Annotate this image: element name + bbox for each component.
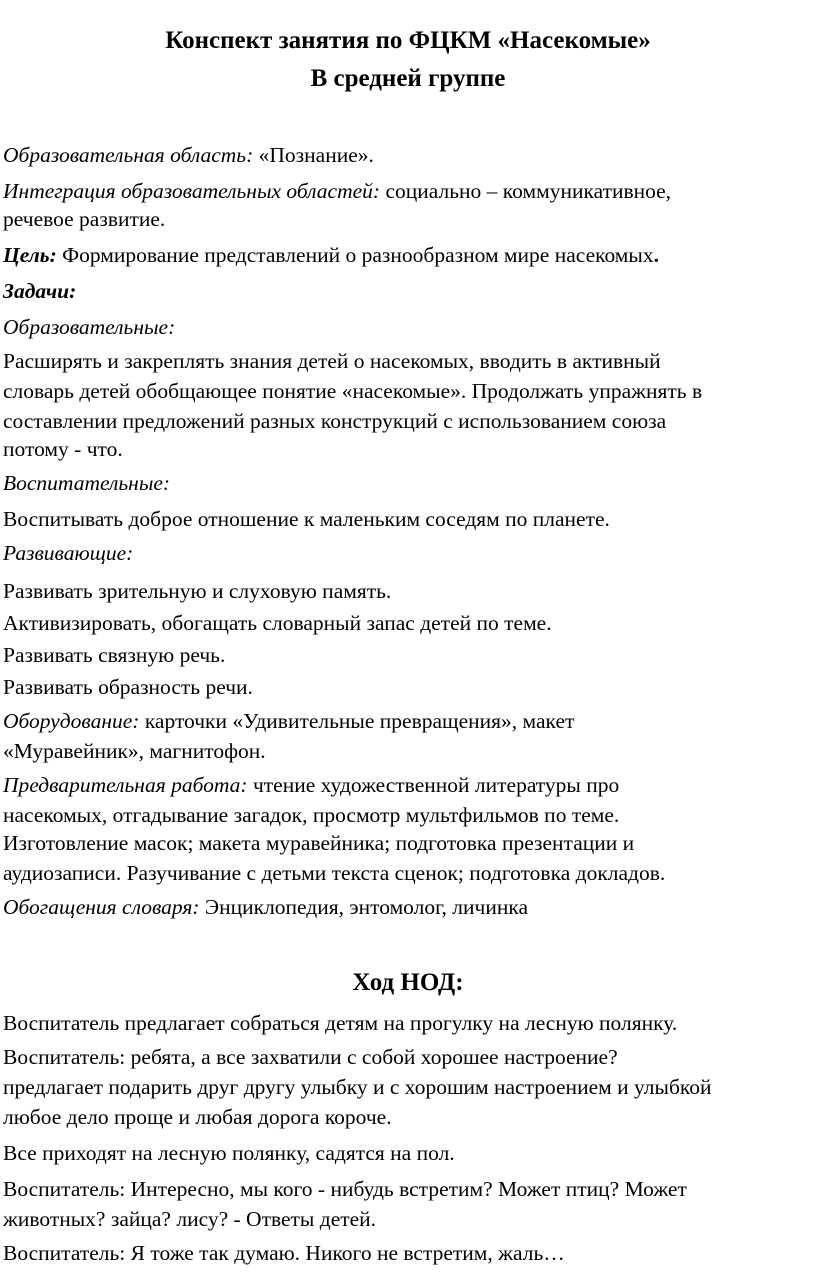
integration-label: Интеграция образовательных областей: xyxy=(3,179,381,203)
goal-period: . xyxy=(653,243,659,267)
vocab-value: Энциклопедия, энтомолог, личинка xyxy=(199,895,528,919)
developing-item: Развивать образность речи. xyxy=(3,675,253,699)
procedure-line: любое дело проще и любая дорога короче. xyxy=(3,1105,392,1129)
equipment-value: карточки «Удивительные превращения», макет xyxy=(139,709,575,733)
educational-text-line: составлении предложений разных конструкций с использованием союза xyxy=(3,409,667,433)
educational-text-line: Расширять и закреплять знания детей о насекомых, вводить в активный xyxy=(3,349,661,373)
upbringing-label: Воспитательные: xyxy=(3,471,171,495)
equipment-label: Оборудование: xyxy=(3,709,140,733)
procedure-line: Воспитатель: Я тоже так думаю. Никого не встретим, жаль… xyxy=(3,1241,565,1265)
prework-text-line: насекомых, отгадывание загадок, просмотр мультфильмов по теме. xyxy=(3,803,620,827)
procedure-line: Все приходят на лесную полянку, садятся на пол. xyxy=(3,1141,455,1165)
upbringing-text: Воспитывать доброе отношение к маленьким соседям по планете. xyxy=(3,507,610,531)
goal-label: Цель: xyxy=(3,243,57,267)
educational-label: Образовательные: xyxy=(3,315,176,339)
procedure-line: предлагает подарить друг другу улыбку и с хорошим настроением и улыбкой xyxy=(3,1075,712,1099)
document-subtitle: В средней группе xyxy=(310,65,506,92)
prework-text-line: Изготовление масок; макета муравейника; подготовка презентации и xyxy=(3,831,635,855)
procedure-heading: Ход НОД: xyxy=(352,969,464,996)
tasks-label: Задачи: xyxy=(3,279,77,303)
vocab-line xyxy=(3,892,813,923)
vocab-label: Обогащения словаря: xyxy=(3,895,200,919)
developing-label: Развивающие: xyxy=(3,541,134,565)
educational-text-line: потому - что. xyxy=(3,437,123,461)
procedure-line: Воспитатель предлагает собраться детям на прогулку на лесную полянку. xyxy=(3,1011,678,1035)
educational-text-line: словарь детей обобщающее понятие «насекомые». Продолжать упражнять в xyxy=(3,379,703,403)
developing-item: Развивать зрительную и слуховую память. xyxy=(3,579,392,603)
prework-text-line: аудиозаписи. Разучивание с детьми текста сценок; подготовка докладов. xyxy=(3,861,666,885)
equipment-line-2: «Муравейник», магнитофон. xyxy=(3,739,266,763)
prework-line xyxy=(3,770,813,801)
procedure-line: Воспитатель: Интересно, мы кого - нибудь встретим? Может птиц? Может xyxy=(3,1177,687,1201)
integration-line xyxy=(3,176,813,207)
edu-area-value: «Познание». xyxy=(253,143,374,167)
goal-value: Формирование представлений о разнообразном мире насекомых xyxy=(56,243,654,267)
developing-item: Развивать связную речь. xyxy=(3,643,226,667)
edu-area-label: Образовательная область: xyxy=(3,143,254,167)
integration-value: социально – коммуникативное, xyxy=(380,179,672,203)
goal-line xyxy=(3,240,813,271)
procedure-line: животных? зайца? лису? - Ответы детей. xyxy=(3,1207,377,1231)
integration-line-2: речевое развитие. xyxy=(3,207,166,231)
developing-item: Активизировать, обогащать словарный запас детей по теме. xyxy=(3,611,552,635)
document-title: Конспект занятия по ФЦКМ «Насекомые» xyxy=(165,27,651,54)
equipment-line xyxy=(3,706,813,737)
procedure-line: Воспитатель: ребята, а все захватили с собой хорошее настроение? xyxy=(3,1045,618,1069)
prework-value: чтение художественной литературы про xyxy=(247,773,620,797)
prework-label: Предварительная работа: xyxy=(3,773,248,797)
edu-area-line xyxy=(3,140,813,171)
